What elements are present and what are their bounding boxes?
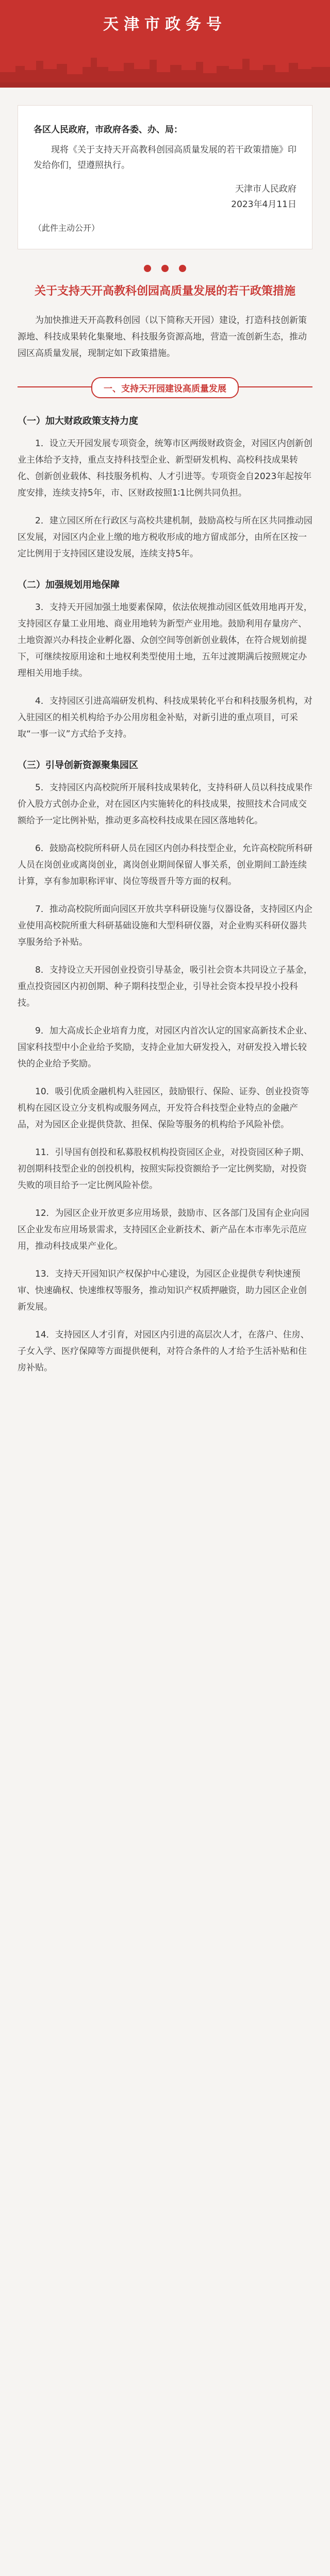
- policy-paragraph-14: 14．支持园区人才引育，对园区内引进的高层次人才，在落户、住房、子女入学、医疗保障等方面提供便利，对符合条件的人才给予生活补贴和住房补贴。: [18, 1330, 309, 1373]
- section-pill-label: 一、支持天开园建设高质量发展: [91, 377, 239, 398]
- policy-paragraph-9: 9．加大高成长企业培育力度，对园区内首次认定的国家高新技术企业、国家科技型中小企业给予奖励，支持企业加大研发投入，对研发投入增长较快的企业给予奖励。: [18, 1026, 312, 1069]
- policy-paragraph-13: 13．支持天开园知识产权保护中心建设，为园区企业提供专利快速预审、快速确权、快速维权等服务，推动知识产权质押融资，助力园区企业创新发展。: [18, 1269, 307, 1312]
- ornament-dots: [0, 265, 330, 272]
- sub-heading-3: （三）引导创新资源聚集园区: [18, 760, 138, 771]
- notice-date: 2023年4月11日: [231, 199, 296, 210]
- notice-body: 现将《关于支持天开高教科创园高质量发展的若干政策措施》印发给你们，望遵照执行。: [34, 145, 296, 171]
- city-skyline-graphic: [0, 52, 330, 82]
- header-divider: [0, 82, 330, 88]
- sub-heading-1: （一）加大财政政策支持力度: [18, 416, 138, 427]
- ornament-dot: [161, 265, 169, 272]
- intro-paragraph: 为加快推进天开高教科创园（以下简称天开园）建设，打造科技创新策源地、科技成果转化集聚地、科技服务资源高地，营造一流创新生态，推动园区高质量发展，现制定如下政策措施。: [18, 315, 307, 359]
- policy-paragraph-2: 2．建立园区所在行政区与高校共建机制，鼓励高校与所在区共同推动园区发展，对园区内企业上缴的地方税收形成的地方留成部分，由所在区按一定比例用于支持园区建设发展，连续支持5年。: [18, 516, 312, 559]
- policy-paragraph-8: 8．支持设立天开园创业投资引导基金，吸引社会资本共同设立子基金，重点投资园区内初创期、种子期科技型企业，引导社会资本投早投小投科技。: [18, 965, 312, 1008]
- policy-paragraph-6: 6．鼓励高校院所科研人员在园区内创办科技型企业，允许高校院所科研人员在岗创业或离岗创业，离岗创业期间保留人事关系，创业期间工龄连续计算，享有参加职称评审、岗位等级晋升等方面的权利。: [18, 843, 312, 887]
- notice-salutation: 各区人民政府，市政府各委、办、局：: [34, 125, 183, 135]
- policy-paragraph-4: 4．支持园区引进高端研发机构、科技成果转化平台和科技服务机构，对入驻园区的相关机构给予办公用房租金补贴，对新引进的重点项目，可采取“一事一议”方式给予支持。: [18, 696, 312, 739]
- header-banner: [0, 0, 330, 82]
- document-title: 关于支持天开高教科创园高质量发展的若干政策措施: [34, 285, 295, 298]
- notice-issuer: 天津市人民政府: [235, 184, 296, 194]
- policy-paragraph-1: 1．设立天开园发展专项资金，统筹市区两级财政资金，对园区内创新创业主体给予支持，重点支持科技型企业、新型研发机构、高校科技成果转化、创新创业载体、科技服务机构、人才引进等。专项资金自2023年起按年度安排，连续支持5年，市、区财政按照1∶1比例共同负担。: [18, 438, 312, 498]
- policy-paragraph-3: 3．支持天开园加强土地要素保障，依法依规推动园区低效用地再开发，支持园区存量工业用地、商业用地转为新型产业用地。鼓励利用存量房产、土地资源兴办科技企业孵化器、众创空间等创新创业载体，在符合规划前提下，可继续按原用途和土地权利类型使用土地，五年过渡期满后按照规定办理相关用地手续。: [18, 602, 312, 679]
- policy-paragraph-5: 5．支持园区内高校院所开展科技成果转化，支持科研人员以科技成果作价入股方式创办企业，对在园区内实施转化的科技成果，按照技术合同成交额给予一定比例补贴，推动更多高校科技成果在园区落地转化。: [18, 783, 312, 826]
- section-heading-1: [18, 377, 312, 398]
- sub-heading-2: （二）加强规划用地保障: [18, 580, 120, 590]
- policy-paragraph-12: 12．为园区企业开放更多应用场景，鼓励市、区各部门及国有企业向园区企业发布应用场景需求，支持园区企业新技术、新产品在本市率先示范应用，推动科技成果产业化。: [18, 1208, 309, 1251]
- policy-paragraph-7: 7．推动高校院所面向园区开放共享科研设施与仪器设备，支持园区内企业使用高校院所重大科研基础设施和大型科研仪器，对企业购买科研仪器共享服务给予补贴。: [18, 904, 312, 947]
- ornament-dot: [144, 265, 151, 272]
- notice-card: [18, 105, 312, 249]
- ornament-dot: [179, 265, 186, 272]
- policy-paragraph-10: 10．吸引优质金融机构入驻园区，鼓励银行、保险、证券、创业投资等机构在园区设立分支机构或服务网点，开发符合科技型企业特点的金融产品，对为园区企业提供贷款、担保、保险等服务的机构给予风险补偿。: [18, 1087, 309, 1130]
- policy-paragraph-11: 11．引导国有创投和私募股权机构投资园区企业，对投资园区种子期、初创期科技型企业的创投机构，按照实际投资额给予一定比例奖励，对投资失败的项目给予一定比例风险补偿。: [18, 1147, 309, 1191]
- notice-public-note: （此件主动公开）: [34, 223, 100, 233]
- header-title: 天津市政务号: [103, 15, 227, 33]
- notice-signature: [34, 181, 296, 212]
